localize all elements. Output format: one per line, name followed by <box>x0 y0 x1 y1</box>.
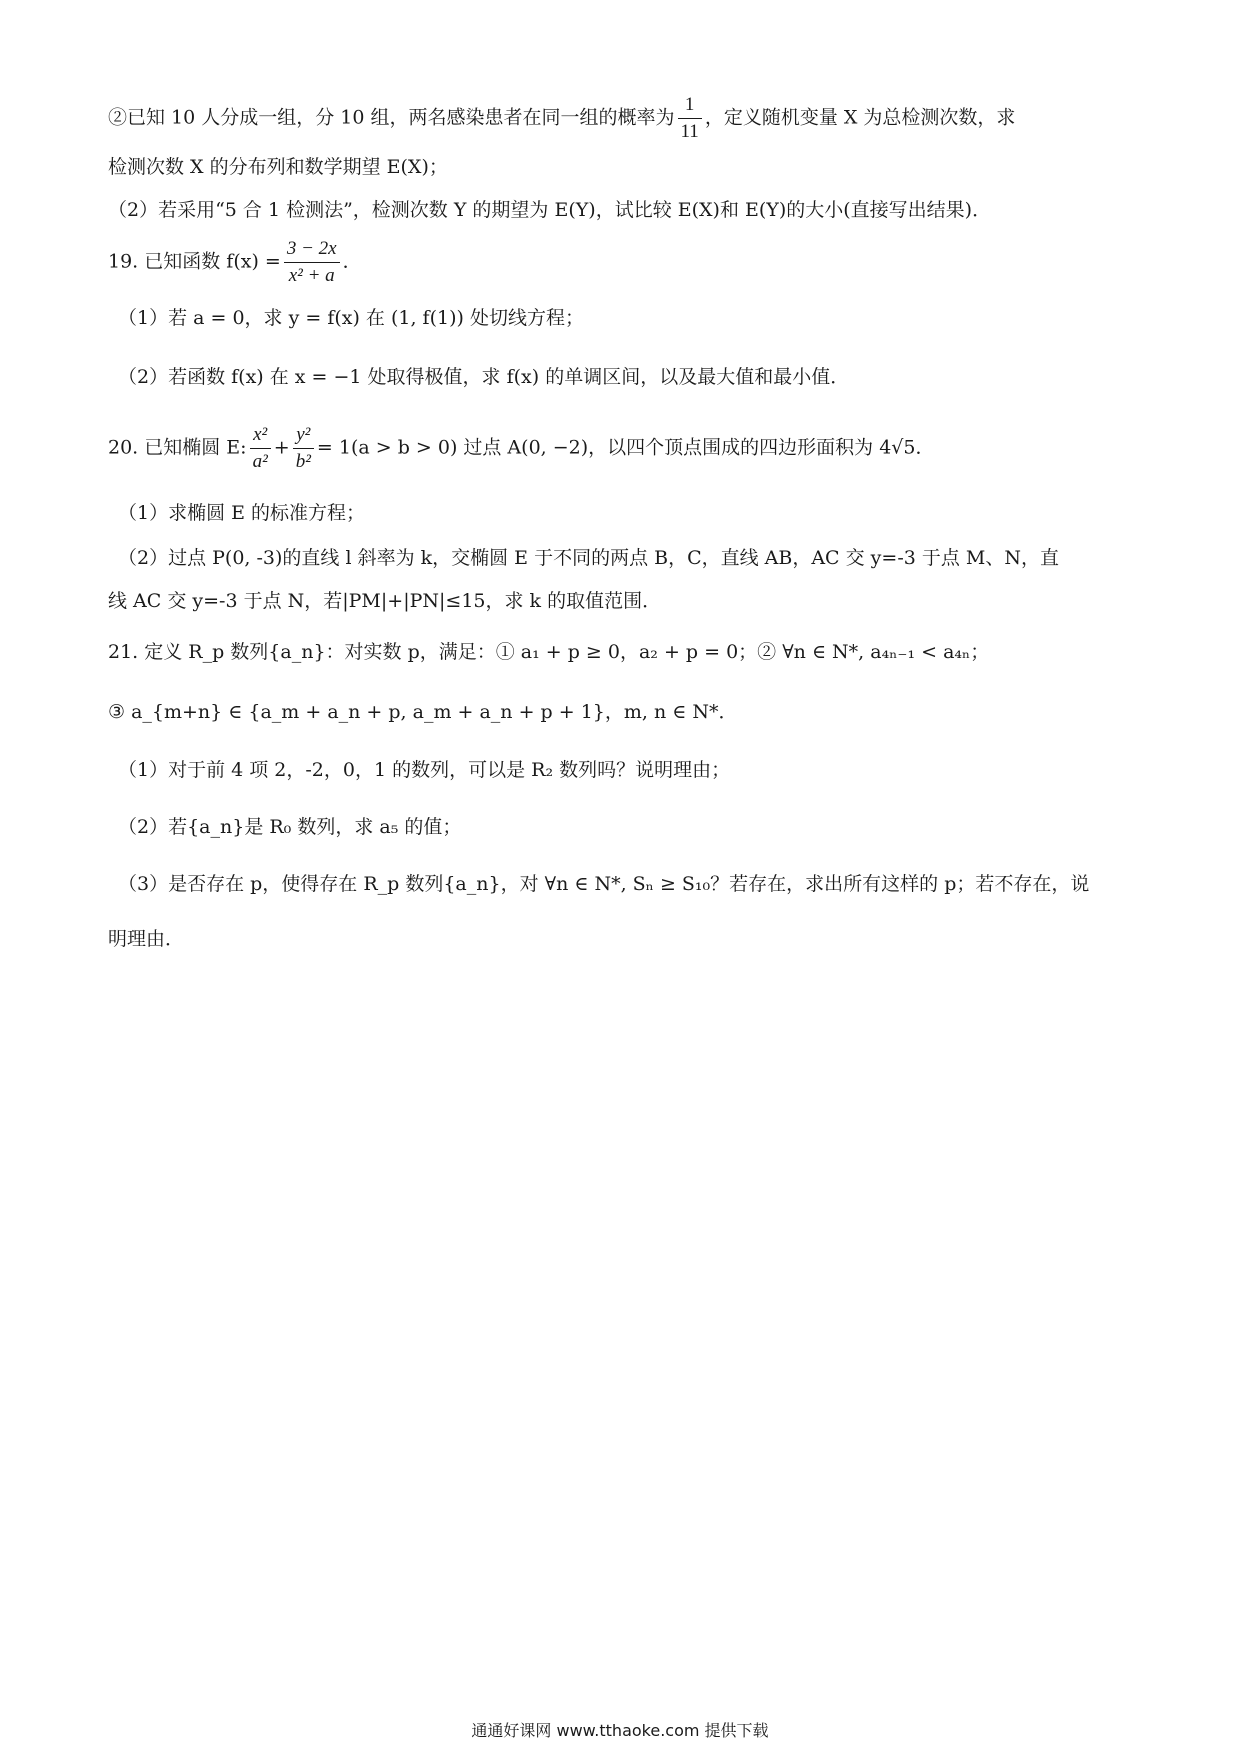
q18-text-post: ，定义随机变量 X 为总检测次数，求 <box>704 106 1016 129</box>
q20-stem: 20. 已知椭圆 E: $\frac{\text{x²}}{\text{a²}}$ + $\frac{\text{y²}}{\text{b²}}$ = 1(a > b > 0) 过点 A(0, −2)，以四个顶点围成的四边形面积为 4√5． <box>108 422 1132 475</box>
q20-part1: （1）求椭圆 E 的标准方程； <box>118 502 366 524</box>
q21-part1: （1）对于前 4 项 2，-2，0，1 的数列，可以是 R₂ 数列吗？说明理由； <box>118 759 731 781</box>
page-footer: 通通好课网 www.tthaoke.com 提供下载 <box>471 1721 769 1740</box>
q21-part3-line2: 明理由． <box>108 928 185 950</box>
q20-part2-line1: （2）过点 P(0, -3)的直线 l 斜率为 k，交椭圆 E 于不同的两点 B，C，直线 AB，AC 交 y=-3 于点 M、N，直 <box>118 547 1059 569</box>
q18-text-pre: ②已知 10 人分成一组，分 10 组，两名感染患者在同一组的概率为 <box>108 106 675 129</box>
probability-fraction: $\frac{1}{11}$ <box>678 92 702 145</box>
q18-part2-line2: 检测次数 X 的分布列和数学期望 E(X)； <box>108 156 448 178</box>
q20-fraction-y: $\frac{\text{y²}}{\text{b²}}$ <box>293 422 314 475</box>
q19-part2: （2）若函数 f(x) 在 x = −1 处取得极值，求 f(x) 的单调区间，以及最大值和最小值． <box>118 366 850 388</box>
q21-stem-line2: ③ a_{m+n} ∈ {a_m + a_n + p, a_m + a_n + p + 1}，m, n ∈ N*． <box>108 701 738 723</box>
q19-part1: （1）若 a = 0，求 y = f(x) 在 (1, f(1)) 处切线方程； <box>118 307 584 329</box>
q18-part2-line1 <box>108 92 1132 145</box>
q20-fraction-x: $\frac{\text{x²}}{\text{a²}}$ <box>250 422 271 475</box>
q19-function-fraction: $\frac{3 - 2x}{\text{x² + a}}$ <box>284 236 340 289</box>
q21-stem-line1: 21. 定义 R_p 数列{a_n}：对实数 p，满足：① a₁ + p ≥ 0，a₂ + p = 0；② ∀n ∈ N*, a₄ₙ₋₁ < a₄ₙ； <box>108 641 990 663</box>
q21-part2: （2）若{a_n}是 R₀ 数列，求 a₅ 的值； <box>118 816 462 838</box>
q19-stem: 19. 已知函数 f(x) = $\frac{3 - 2x}{\text{x² + a}}$ ． <box>108 236 1132 289</box>
q21-part3-line1: （3）是否存在 p，使得存在 R_p 数列{a_n}，对 ∀n ∈ N*, Sₙ ≥ S₁₀？若存在，求出所有这样的 p；若不存在，说 <box>118 873 1090 895</box>
q18-part2-question: （2）若采用“5 合 1 检测法”，检测次数 Y 的期望为 E(Y)，试比较 E(X)和 E(Y)的大小(直接写出结果)． <box>108 199 992 221</box>
q20-part2-line2: 线 AC 交 y=-3 于点 N，若|PM|+|PN|≤15，求 k 的取值范围． <box>108 590 662 612</box>
